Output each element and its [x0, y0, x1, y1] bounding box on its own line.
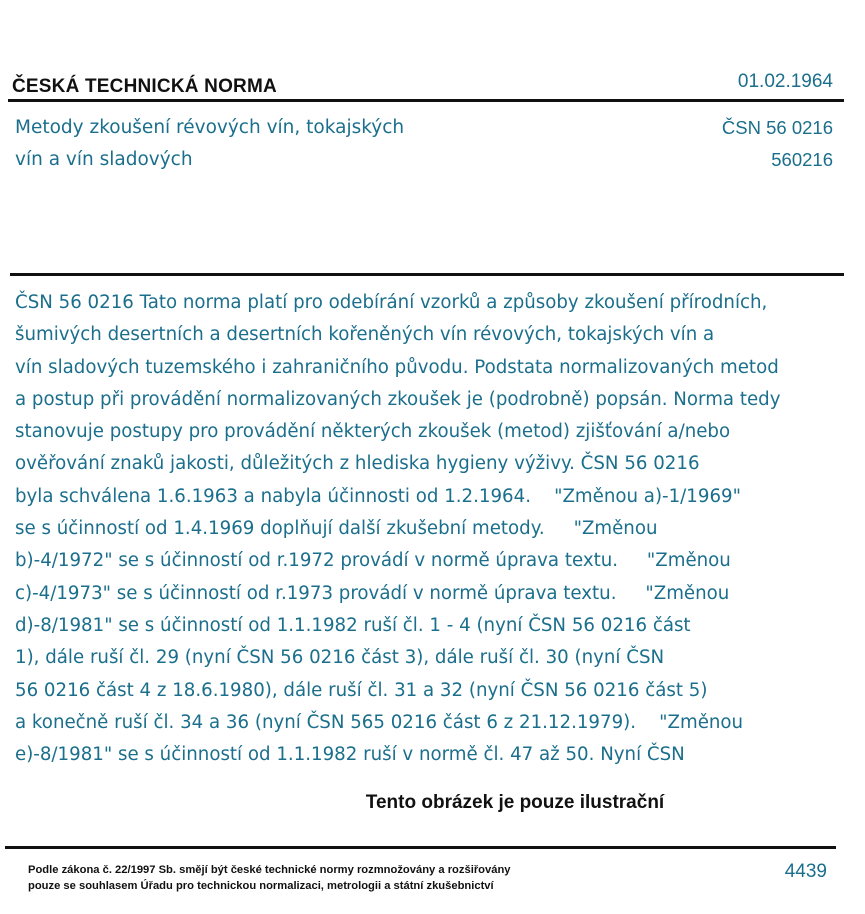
document-number: 4439 — [784, 861, 827, 882]
description-line: ověřování znaků jakosti, důležitých z hlediska hygieny výživy. ČSN 56 0216 — [15, 453, 700, 475]
issue-date: 01.02.1964 — [737, 71, 833, 92]
illustration-caption: Tento obrázek je pouze ilustrační — [365, 792, 665, 813]
description-line: e)-8/1981" se s účinností od 1.1.1982 ruší v normě čl. 47 až 50. Nyní ČSN — [15, 744, 685, 766]
copyright-notice — [28, 862, 511, 894]
description-line: se s účinností od 1.4.1969 doplňují další zkušební metody. "Změnou — [15, 518, 658, 540]
copyright-line: Podle zákona č. 22/1997 Sb. smějí být české technické normy rozmnožovány a rozšiřovány — [28, 864, 511, 876]
copyright-line: pouze se souhlasem Úřadu pro technickou normalizaci, metrologii a státní zkušebnictví — [28, 880, 494, 892]
description-line: 56 0216 část 4 z 18.6.1980), dále ruší čl. 31 a 32 (nyní ČSN 56 0216 část 5) — [15, 679, 708, 701]
description-line: c)-4/1973" se s účinností od r.1973 provádí v normě úprava textu. "Změnou — [15, 582, 730, 604]
description-line: vín sladových tuzemského i zahraničního původu. Podstata normalizovaných metod — [15, 356, 779, 378]
description-line: ČSN 56 0216 Tato norma platí pro odebírání vzorků a způsoby zkoušení přírodních, — [15, 292, 768, 313]
standard-description — [15, 287, 835, 771]
description-line: stanovuje postupy pro provádění některých zkoušek (metod) zjišťování a/nebo — [15, 421, 731, 443]
description-line: šumivých desertních a desertních kořeněných vín révových, tokajských vín a — [15, 324, 715, 346]
description-line: byla schválena 1.6.1963 a nabyla účinnosti od 1.2.1964. "Změnou a)-1/1969" — [15, 485, 741, 507]
section-rule — [10, 273, 844, 276]
header-rule — [8, 99, 844, 102]
document-header-title: ČESKÁ TECHNICKÁ NORMA — [12, 76, 277, 97]
standard-class-number: 560216 — [771, 149, 833, 170]
description-line: a postup při provádění normalizovaných zkoušek je (podrobně) popsán. Norma tedy — [15, 388, 781, 410]
description-line: b)-4/1972" se s účinností od r.1972 provádí v normě úprava textu. "Změnou — [15, 550, 731, 572]
standard-title-line-1: Metody zkoušení révových vín, tokajských — [15, 117, 405, 138]
description-line: a konečně ruší čl. 34 a 36 (nyní ČSN 565 0216 část 6 z 21.12.1979). "Změnou — [15, 711, 744, 733]
standard-designation: ČSN 56 0216 — [721, 117, 833, 138]
description-line: d)-8/1981" se s účinností od 1.1.1982 ruší čl. 1 - 4 (nyní ČSN 56 0216 část — [15, 614, 691, 636]
description-line: 1), dále ruší čl. 29 (nyní ČSN 56 0216 část 3), dále ruší čl. 30 (nyní ČSN — [15, 647, 665, 669]
footer-rule — [5, 846, 836, 849]
standard-title-line-2: vín a vín sladových — [15, 149, 193, 170]
